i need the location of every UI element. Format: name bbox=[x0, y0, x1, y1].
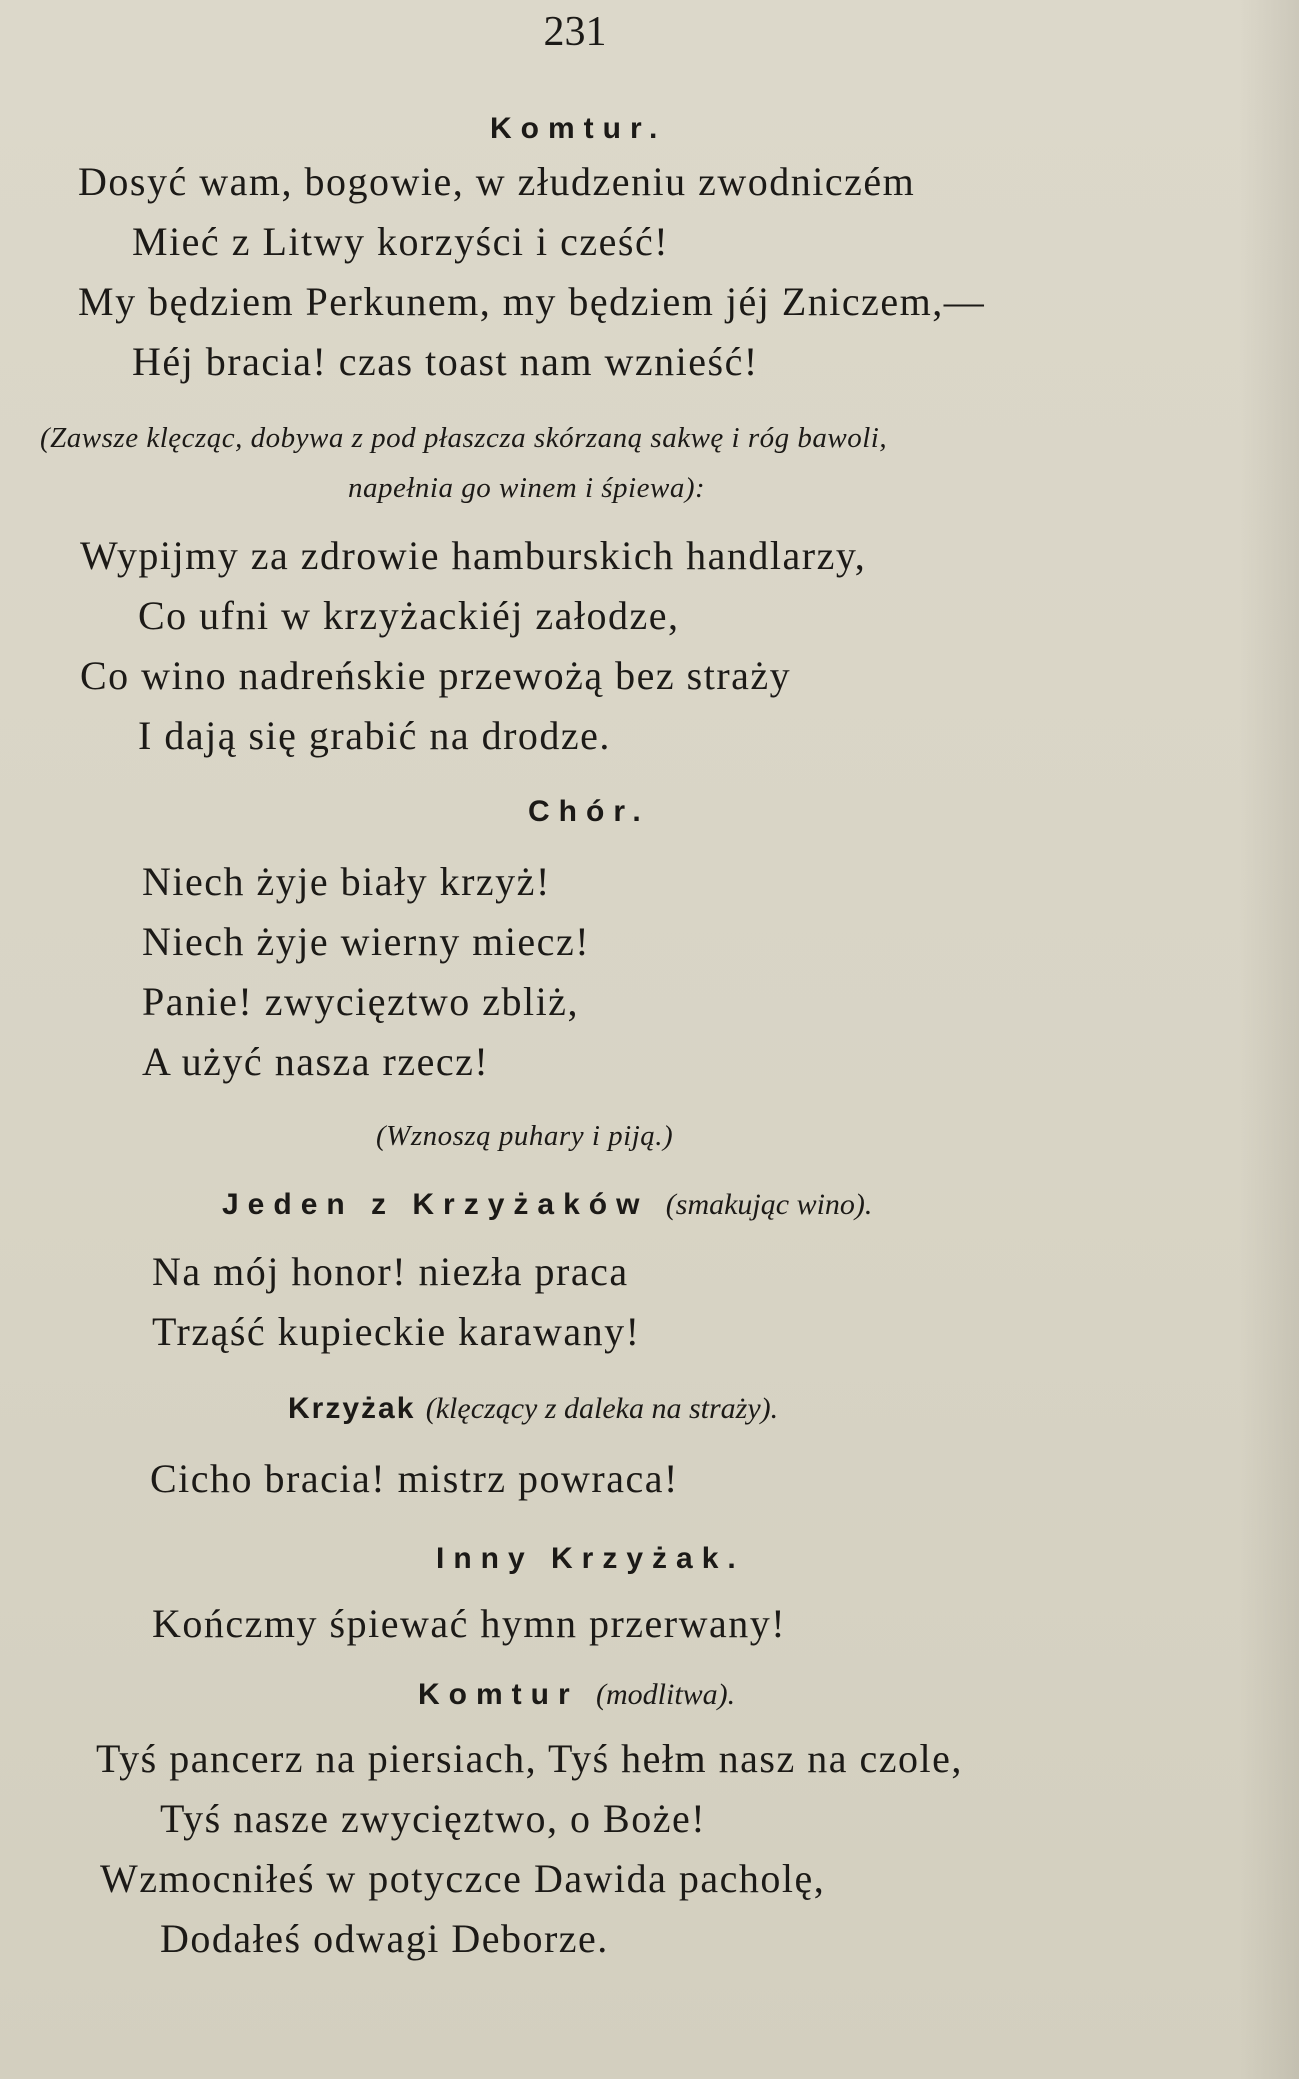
speaker-note: (smakując wino). bbox=[665, 1188, 873, 1221]
verse-line: A użyć nasza rzecz! bbox=[142, 1039, 490, 1084]
speaker-komtur: Komtur. bbox=[490, 112, 667, 145]
verse-line: Panie! zwycięztwo zbliż, bbox=[142, 979, 579, 1024]
verse-line: I dają się grabić na drodze. bbox=[138, 713, 611, 758]
verse-line: Wypijmy za zdrowie hamburskich handlarzy, bbox=[80, 533, 867, 578]
verse-line: My będziem Perkunem, my będziem jéj Zniczem,— bbox=[78, 279, 986, 324]
page-edge-shadow bbox=[1239, 0, 1299, 2079]
speaker-name: Komtur bbox=[418, 1678, 579, 1711]
verse-line: Co ufni w krzyżackiéj załodze, bbox=[138, 593, 680, 638]
verse-line: Co wino nadreńskie przewożą bez straży bbox=[80, 653, 792, 698]
verse-line: Tyś pancerz na piersiach, Tyś hełm nasz na czole, bbox=[96, 1736, 963, 1781]
page-number: 231 bbox=[543, 9, 607, 55]
speaker-komtur bbox=[418, 1678, 735, 1712]
verse-line: Tyś nasze zwycięztwo, o Boże! bbox=[160, 1796, 707, 1841]
verse-line: Héj bracia! czas toast nam wznieść! bbox=[132, 339, 759, 384]
verse-line: Dosyć wam, bogowie, w złudzeniu zwodniczém bbox=[78, 159, 916, 204]
speaker-chor: Chór. bbox=[528, 795, 650, 828]
verse-line: Cicho bracia! mistrz powraca! bbox=[150, 1456, 679, 1501]
stage-direction: (Wznoszą puhary i piją.) bbox=[376, 1120, 674, 1152]
speaker-inny-krzyzak: Inny Krzyżak. bbox=[436, 1542, 745, 1575]
speaker-krzyzak bbox=[288, 1392, 778, 1426]
stage-direction: (Zawsze klęcząc, dobywa z pod płaszcza skórzaną sakwę i róg bawoli, bbox=[40, 422, 888, 454]
speaker-name: Jeden z Krzyżaków bbox=[222, 1188, 649, 1221]
verse-line: Niech żyje biały krzyż! bbox=[142, 859, 551, 904]
verse-line: Kończmy śpiewać hymn przerwany! bbox=[152, 1601, 787, 1646]
verse-line: Wzmocniłeś w potyczce Dawida pacholę, bbox=[100, 1856, 826, 1901]
speaker-note: (modlitwa). bbox=[596, 1678, 736, 1711]
speaker-note: (klęczący z daleka na straży). bbox=[425, 1392, 779, 1425]
verse-line: Mieć z Litwy korzyści i cześć! bbox=[132, 219, 670, 264]
verse-line: Trząść kupieckie karawany! bbox=[152, 1309, 641, 1354]
speaker-jeden-z-krzyzakow bbox=[222, 1188, 872, 1222]
stage-direction: napełnia go winem i śpiewa): bbox=[348, 472, 706, 504]
verse-line: Dodałeś odwagi Deborze. bbox=[160, 1916, 609, 1961]
verse-line: Na mój honor! niezła praca bbox=[152, 1249, 629, 1294]
speaker-name: Krzyżak bbox=[288, 1392, 416, 1425]
verse-line: Niech żyje wierny miecz! bbox=[142, 919, 591, 964]
